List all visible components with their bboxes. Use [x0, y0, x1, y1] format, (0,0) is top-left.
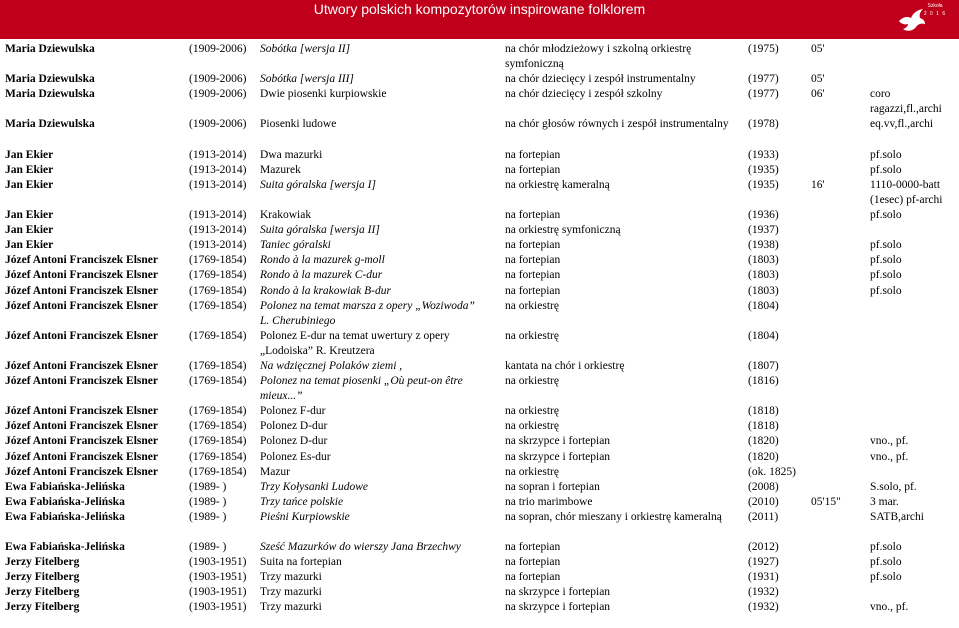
instrumentation-cell: na orkiestrę — [505, 329, 559, 342]
table-row — [0, 555, 959, 570]
scoring-cell: pf.solo — [870, 209, 902, 222]
dates-cell: (1769-1854) — [189, 284, 247, 297]
year-cell: (1931) — [748, 571, 779, 584]
composer-cell: Józef Antoni Franciszek Elsner — [5, 359, 158, 372]
scoring-cell: 3 mar. — [870, 495, 899, 508]
year-cell: (1937) — [748, 224, 779, 237]
instrumentation-cell: na chór głosów równych i zespół instrumentalny — [505, 118, 729, 131]
scoring-cell: pf.solo — [870, 254, 902, 267]
instrumentation-cell: na fortepian — [505, 284, 561, 297]
title-cell: Suita góralska [wersja I] — [260, 178, 376, 191]
dates-cell: (1769-1854) — [189, 405, 247, 418]
dates-cell: (1989- ) — [189, 510, 227, 523]
page-header — [0, 0, 959, 39]
title-cell-continued: „Lodoiska” R. Kreutzera — [260, 344, 375, 357]
instrumentation-cell: na chór młodzieżowy i szkolną orkiestrę — [505, 43, 692, 55]
scoring-cell: S.solo, pf. — [870, 480, 917, 493]
duration-cell: 05' — [811, 43, 825, 55]
dates-cell: (1769-1854) — [189, 465, 247, 478]
composer-cell: Józef Antoni Franciszek Elsner — [5, 329, 158, 342]
table-row — [0, 284, 959, 299]
year-cell: (1935) — [748, 178, 779, 191]
scoring-cell: pf.solo — [870, 269, 902, 282]
table-row — [0, 42, 959, 72]
scoring-cell: pf.solo — [870, 556, 902, 569]
year-cell: (1975) — [748, 43, 779, 55]
dates-cell: (1913-2014) — [189, 239, 247, 252]
instrumentation-cell: na orkiestrę — [505, 375, 559, 388]
year-cell: (1935) — [748, 163, 779, 176]
instrumentation-cell: na sopran i fortepian — [505, 480, 600, 493]
table-row — [0, 465, 959, 480]
instrumentation-cell: na fortepian — [505, 209, 561, 222]
instrumentation-cell: na skrzypce i fortepian — [505, 586, 611, 599]
dates-cell: (1769-1854) — [189, 435, 247, 448]
table-row — [0, 268, 959, 283]
instrumentation-cell: na fortepian — [505, 148, 561, 161]
duration-cell: 05'15" — [811, 495, 841, 508]
title-cell: Polonez E-dur na temat uwertury z opery — [260, 329, 450, 342]
scoring-cell: eq.vv,fl.,archi — [870, 118, 934, 131]
composer-cell: Józef Antoni Franciszek Elsner — [5, 420, 158, 433]
dates-cell: (1989- ) — [189, 480, 227, 493]
table-row — [0, 238, 959, 253]
table-row — [0, 495, 959, 510]
dates-cell: (1903-1951) — [189, 586, 247, 599]
composer-cell: Józef Antoni Franciszek Elsner — [5, 450, 158, 463]
year-cell: (1807) — [748, 359, 779, 372]
title-cell: Na wdzięcznej Polaków ziemi , — [260, 359, 403, 372]
instrumentation-cell: kantata na chór i orkiestrę — [505, 359, 625, 372]
table-row — [0, 299, 959, 329]
year-cell: (1932) — [748, 601, 779, 614]
composer-cell: Józef Antoni Franciszek Elsner — [5, 284, 158, 297]
table-row — [0, 87, 959, 117]
title-cell: Polonez F-dur — [260, 405, 326, 418]
dates-cell: (1913-2014) — [189, 224, 247, 237]
title-cell: Polonez D-dur — [260, 435, 328, 448]
year-cell: (1818) — [748, 405, 779, 418]
table-row — [0, 133, 959, 148]
composer-cell: Maria Dziewulska — [5, 118, 95, 131]
composer-cell: Jan Ekier — [5, 209, 54, 222]
title-cell: Polonez Es-dur — [260, 450, 331, 463]
duration-cell: 16' — [811, 178, 825, 191]
scoring-cell: vno., pf. — [870, 601, 909, 614]
title-cell: Sobótka [wersja II] — [260, 43, 351, 55]
logo — [897, 1, 947, 35]
dates-cell: (1769-1854) — [189, 420, 247, 433]
composer-cell: Jerzy Fitelberg — [5, 556, 80, 569]
dates-cell: (1909-2006) — [189, 88, 247, 101]
title-cell: Rondo à la krakowiak B-dur — [260, 284, 391, 297]
title-cell: Rondo à la mazurek g-moll — [260, 254, 385, 267]
table-row — [0, 208, 959, 223]
page-title: Utwory polskich kompozytorów inspirowane folklorem — [313, 1, 646, 17]
dates-cell: (1769-1854) — [189, 359, 247, 372]
composer-cell: Ewa Fabiańska-Jelińska — [5, 510, 125, 523]
composer-cell: Józef Antoni Franciszek Elsner — [5, 299, 158, 312]
composer-cell: Jan Ekier — [5, 178, 54, 191]
table-row — [0, 223, 959, 238]
instrumentation-cell: na orkiestrę symfoniczną — [505, 224, 621, 237]
instrumentation-cell: na fortepian — [505, 254, 561, 267]
year-cell: (1927) — [748, 556, 779, 569]
composer-cell: Józef Antoni Franciszek Elsner — [5, 269, 158, 282]
table-row — [0, 600, 959, 615]
year-cell: (2010) — [748, 495, 779, 508]
year-cell: (1932) — [748, 586, 779, 599]
title-cell: Trzy tańce polskie — [260, 495, 344, 508]
table-row — [0, 374, 959, 404]
composer-cell: Jan Ekier — [5, 148, 54, 161]
instrumentation-cell: na orkiestrę — [505, 420, 559, 433]
instrumentation-cell: na orkiestrę — [505, 405, 559, 418]
dates-cell: (1913-2014) — [189, 163, 247, 176]
dates-cell: (1913-2014) — [189, 209, 247, 222]
composer-cell: Jan Ekier — [5, 239, 54, 252]
title-cell: Suita na fortepian — [260, 556, 342, 569]
instrumentation-cell: na orkiestrę — [505, 465, 559, 478]
scoring-cell-continued: (1esec) pf-archi — [870, 193, 943, 206]
dates-cell: (1769-1854) — [189, 375, 247, 388]
title-cell: Pieśni Kurpiowskie — [260, 510, 350, 523]
year-cell: (1804) — [748, 299, 779, 312]
composer-cell: Józef Antoni Franciszek Elsner — [5, 465, 158, 478]
composer-cell: Józef Antoni Franciszek Elsner — [5, 405, 158, 418]
dates-cell: (1769-1854) — [189, 329, 247, 342]
logo-year: 2 0 1 6 — [923, 11, 947, 17]
scoring-cell: pf.solo — [870, 571, 902, 584]
scoring-cell: pf.solo — [870, 541, 902, 554]
dates-cell: (1913-2014) — [189, 148, 247, 161]
title-cell: Trzy mazurki — [260, 571, 322, 584]
title-cell: Piosenki ludowe — [260, 118, 337, 131]
title-cell: Mazur — [260, 465, 291, 478]
composer-cell: Józef Antoni Franciszek Elsner — [5, 435, 158, 448]
composer-cell: Jan Ekier — [5, 224, 54, 237]
dates-cell: (1909-2006) — [189, 118, 247, 131]
year-cell: (1816) — [748, 375, 779, 388]
table-row — [0, 117, 959, 132]
dates-cell: (1903-1951) — [189, 571, 247, 584]
composer-cell: Józef Antoni Franciszek Elsner — [5, 375, 158, 388]
year-cell: (ok. 1825) — [748, 465, 796, 478]
instrumentation-cell: na chór dziecięcy i zespół szkolny — [505, 88, 663, 101]
instrumentation-cell: na fortepian — [505, 541, 561, 554]
year-cell: (1803) — [748, 254, 779, 267]
composer-cell: Maria Dziewulska — [5, 43, 95, 55]
title-cell: Polonez D-dur — [260, 420, 328, 433]
table-row — [0, 163, 959, 178]
composer-cell: Maria Dziewulska — [5, 73, 95, 86]
table-row — [0, 419, 959, 434]
composer-cell: Ewa Fabiańska-Jelińska — [5, 480, 125, 493]
table-row — [0, 359, 959, 374]
instrumentation-cell: na orkiestrę — [505, 299, 559, 312]
instrumentation-cell: na fortepian — [505, 571, 561, 584]
composer-cell: Józef Antoni Franciszek Elsner — [5, 254, 158, 267]
scoring-cell: pf.solo — [870, 284, 902, 297]
table-row — [0, 329, 959, 359]
title-cell-continued: L. Cherubiniego — [260, 314, 336, 327]
composer-cell: Ewa Fabiańska-Jelińska — [5, 495, 125, 508]
composer-cell: Jerzy Fitelberg — [5, 601, 80, 614]
table-row — [0, 525, 959, 540]
table-row — [0, 404, 959, 419]
dates-cell: (1909-2006) — [189, 43, 247, 55]
instrumentation-cell: na fortepian — [505, 163, 561, 176]
composition-table — [0, 42, 959, 616]
year-cell: (1977) — [748, 88, 779, 101]
composer-cell: Jerzy Fitelberg — [5, 571, 80, 584]
composer-cell: Jerzy Fitelberg — [5, 586, 80, 599]
scoring-cell: pf.solo — [870, 239, 902, 252]
table-row — [0, 148, 959, 163]
duration-cell: 05' — [811, 73, 825, 86]
table-row — [0, 450, 959, 465]
dates-cell: (1913-2014) — [189, 178, 247, 191]
table-row — [0, 480, 959, 495]
year-cell: (1933) — [748, 148, 779, 161]
table-row — [0, 570, 959, 585]
table-row — [0, 540, 959, 555]
year-cell: (1977) — [748, 73, 779, 86]
year-cell: (1803) — [748, 269, 779, 282]
title-cell: Polonez na temat piosenki „Où peut-on être — [260, 375, 463, 388]
table-row — [0, 72, 959, 87]
table-row — [0, 510, 959, 525]
title-cell: Trzy mazurki — [260, 601, 322, 614]
dates-cell: (1769-1854) — [189, 450, 247, 463]
year-cell: (1803) — [748, 284, 779, 297]
composer-cell: Maria Dziewulska — [5, 88, 95, 101]
scoring-cell: SATB,archi — [870, 510, 924, 523]
instrumentation-cell: na skrzypce i fortepian — [505, 601, 611, 614]
scoring-cell: pf.solo — [870, 148, 902, 161]
year-cell: (2008) — [748, 480, 779, 493]
title-cell: Rondo à la mazurek C-dur — [260, 269, 383, 282]
instrumentation-cell: na sopran, chór mieszany i orkiestrę kameralną — [505, 510, 722, 523]
year-cell: (1820) — [748, 435, 779, 448]
dates-cell: (1903-1951) — [189, 556, 247, 569]
year-cell: (1978) — [748, 118, 779, 131]
table-row — [0, 178, 959, 208]
composer-cell: Ewa Fabiańska-Jelińska — [5, 541, 125, 554]
instrumentation-cell: na chór dziecięcy i zespół instrumentalny — [505, 73, 696, 86]
title-cell: Dwie piosenki kurpiowskie — [260, 88, 387, 101]
instrumentation-cell: na fortepian — [505, 556, 561, 569]
year-cell: (1804) — [748, 329, 779, 342]
title-cell: Mazurek — [260, 163, 301, 176]
scoring-cell: vno., pf. — [870, 435, 909, 448]
year-cell: (1820) — [748, 450, 779, 463]
duration-cell: 06' — [811, 88, 825, 101]
instrumentation-cell: na skrzypce i fortepian — [505, 450, 611, 463]
instrumentation-cell: na skrzypce i fortepian — [505, 435, 611, 448]
scoring-cell: 1110-0000-batt — [870, 178, 941, 191]
title-cell: Dwa mazurki — [260, 148, 323, 161]
dates-cell: (1769-1854) — [189, 254, 247, 267]
title-cell-continued: mieux...” — [260, 390, 303, 403]
year-cell: (2011) — [748, 510, 779, 523]
scoring-cell: pf.solo — [870, 163, 902, 176]
title-cell: Sobótka [wersja III] — [260, 73, 354, 86]
instrumentation-cell: na fortepian — [505, 239, 561, 252]
title-cell: Suita góralska [wersja II] — [260, 224, 380, 237]
title-cell: Polonez na temat marsza z opery „Woziwoda” — [260, 299, 475, 312]
year-cell: (1818) — [748, 420, 779, 433]
dates-cell: (1909-2006) — [189, 73, 247, 86]
year-cell: (1936) — [748, 209, 779, 222]
title-cell: Trzy mazurki — [260, 586, 322, 599]
instrumentation-cell: na orkiestrę kameralną — [505, 178, 610, 191]
year-cell: (2012) — [748, 541, 779, 554]
table-row — [0, 253, 959, 268]
title-cell: Krakowiak — [260, 209, 312, 222]
title-cell: Trzy Kołysanki Ludowe — [260, 480, 368, 493]
dates-cell: (1989- ) — [189, 541, 227, 554]
dates-cell: (1769-1854) — [189, 299, 247, 312]
scoring-cell: vno., pf. — [870, 450, 909, 463]
scoring-cell: coro — [870, 88, 891, 101]
dates-cell: (1903-1951) — [189, 601, 247, 614]
table-row — [0, 434, 959, 449]
instrumentation-cell: na fortepian — [505, 269, 561, 282]
instrumentation-cell: na trio marimbowe — [505, 495, 593, 508]
title-cell: Taniec góralski — [260, 239, 331, 252]
year-cell: (1938) — [748, 239, 779, 252]
logo-text: Szkoła — [927, 3, 943, 9]
scoring-cell-continued: ragazzi,fl.,archi — [870, 103, 942, 116]
table-row — [0, 585, 959, 600]
title-cell: Sześć Mazurków do wierszy Jana Brzechwy — [260, 541, 461, 554]
dates-cell: (1989- ) — [189, 495, 227, 508]
composer-cell: Jan Ekier — [5, 163, 54, 176]
dates-cell: (1769-1854) — [189, 269, 247, 282]
instrumentation-cell-continued: symfoniczną — [505, 58, 564, 71]
